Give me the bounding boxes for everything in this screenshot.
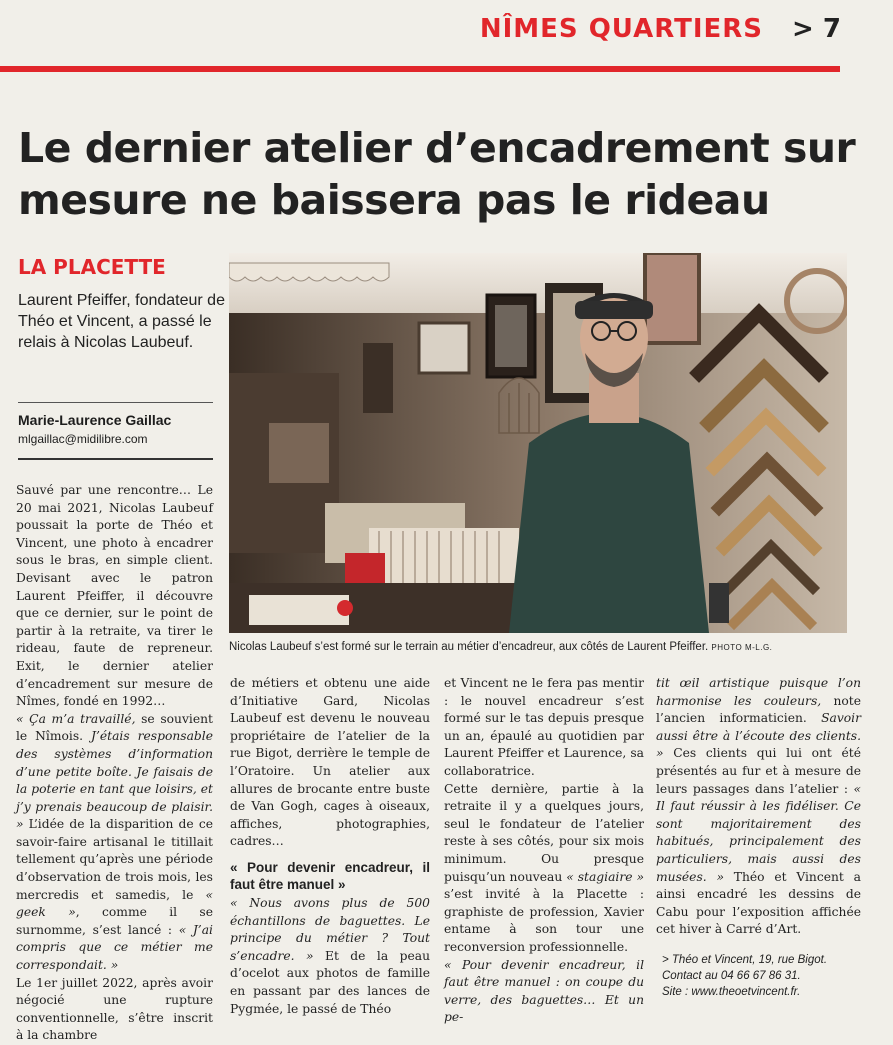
- author-email[interactable]: mlgaillac@midilibre.com: [18, 432, 148, 446]
- article-column-1: [16, 482, 213, 1045]
- article-column-2: [230, 675, 430, 1018]
- author-rule-top: [18, 402, 213, 403]
- info-phone[interactable]: Contact au 04 66 67 86 31.: [662, 970, 801, 982]
- text: note l’ancien informaticien.: [656, 693, 861, 726]
- quote: « Il faut réussir à les fidéliser. Ce sont majoritairement des habitués, principalement des particuliers, mais aussi des musées. »: [656, 781, 861, 884]
- text: Ces clients qui lui ont été présentés au fur et à mesure de leurs passages dans l’atelier :: [656, 746, 861, 796]
- caption-text: Nicolas Laubeuf s’est formé sur le terrain au métier d’encadreur, aux côtés de Laurent Pfeiffer.: [229, 641, 709, 653]
- quote: « geek »: [16, 887, 213, 920]
- standfirst: Laurent Pfeiffer, fondateur de Théo et Vincent, a passé le relais à Nicolas Laubeuf.: [18, 292, 225, 351]
- col1-paragraph-2: [16, 711, 213, 975]
- info-address: > Théo et Vincent, 19, rue Bigot.: [662, 954, 828, 966]
- text: Théo et Vincent a ainsi encadré les dessins de Cabu pour l’exposition affichée cet hiver à Carré d’Art.: [656, 869, 861, 937]
- quote: « Nous avons plus de 500 échantillons de baguettes. Le principe du métier ? Tout s’encadre. »: [230, 895, 430, 963]
- page-number: [792, 14, 841, 44]
- col3-paragraph-1: et Vincent ne le fera pas mentir : le nouvel encadreur s’est formé sur le tas depuis presque un an, épaulé au quotidien par Laurent Pfeiffer et Laurence, sa collaboratrice.: [444, 676, 644, 778]
- quote: « Ça m’a travaillé,: [16, 711, 136, 726]
- info-website[interactable]: Site : www.theoetvincent.fr.: [662, 986, 801, 998]
- col3-paragraph-2: [444, 781, 644, 957]
- col3-paragraph-3: « Pour devenir encadreur, il faut être manuel : on coupe du verre, des baguettes… Et un pe-: [444, 957, 644, 1025]
- quote: « stagiaire »: [566, 869, 644, 884]
- col1-paragraph-3: Le 1er juillet 2022, après avoir négocié une rupture conventionnelle, s’être inscrit à la chambre: [16, 975, 213, 1043]
- photo-illustration: [229, 253, 847, 633]
- page-number-value: 7: [822, 14, 841, 44]
- headline: Le dernier atelier d’encadrement sur mesure ne baissera pas le rideau: [18, 124, 856, 224]
- photo-caption: [229, 641, 849, 653]
- section-title: NÎMES QUARTIERS: [479, 14, 763, 44]
- quote: J’étais responsable des systèmes d’information d’une petite boîte. Je faisais de la poterie en tant que loisirs, et j’y prenais beaucoup de plaisir. »: [16, 729, 213, 832]
- text: L’idée de la disparition de ce savoir-faire artisanal le titillait tellement qu’après une période d’observation de trois mois, les mercredis et samedis, le: [16, 817, 213, 902]
- article-photo: [229, 253, 847, 633]
- article-column-3: [444, 675, 644, 1027]
- page-arrow: >: [792, 14, 814, 44]
- col2-paragraph-2: [230, 895, 430, 1018]
- text: , comme il se surnomme, s’est lancé :: [16, 905, 214, 937]
- text: se souvient le Nîmois.: [16, 711, 213, 744]
- author-rule-bottom: [18, 458, 213, 460]
- quote: Savoir aussi être à l’écoute des clients. »: [656, 711, 861, 761]
- article-column-4: [656, 675, 861, 939]
- intertitle: « Pour devenir encadreur, il faut être manuel »: [230, 859, 430, 892]
- author-name: Marie-Laurence Gaillac: [18, 412, 172, 428]
- practical-info: [662, 952, 862, 1000]
- col1-paragraph-1: Sauvé par une rencontre… Le 20 mai 2021, Nicolas Laubeuf poussait la porte de Théo et Vincent, une photo à encadrer sous le bras, en simple client. Devisant avec le patron Laurent Pfeiffer, il découvre que ce dernier, sur le point de partir à la retraite, va tirer le rideau, faute de repreneur. Exit, le dernier atelier d’encadrement sur mesure de Nîmes, fondé en 1992…: [16, 483, 213, 709]
- text: Et de la peau d’ocelot aux photos de famille en passant par des lances de Pygmée, le passé de Théo: [230, 948, 430, 1016]
- col2-paragraph-1: de métiers et obtenu une aide d’Initiative Gard, Nicolas Laubeuf est devenu le nouveau propriétaire de l’atelier de la rue Bigot, derrière le temple de l’Oratoire. Un atelier aux allures de brocante entre buste de Van Gogh, cages à oiseaux, affiches, photographies, cadres…: [230, 676, 430, 849]
- col4-paragraph-1: [656, 675, 861, 939]
- header-rule: [0, 66, 840, 72]
- kicker: LA PLACETTE: [18, 255, 166, 279]
- text: s’est invité à la Placette : graphiste de profession, Xavier entame à son tour une reconversion professionnelle.: [444, 887, 644, 954]
- quote: « J’ai compris que ce métier me correspondait. »: [16, 922, 213, 973]
- text: Cette dernière, partie à la retraite il y a quelques jours, seul le fondateur de l’atelier reste à ses côtés, pour six mois minimum. Ou presque puisqu’un nouveau: [444, 781, 644, 884]
- photo-credit: PHOTO M-L.G.: [711, 643, 773, 652]
- quote: tit œil artistique puisque l’on harmonise les couleurs,: [656, 676, 861, 708]
